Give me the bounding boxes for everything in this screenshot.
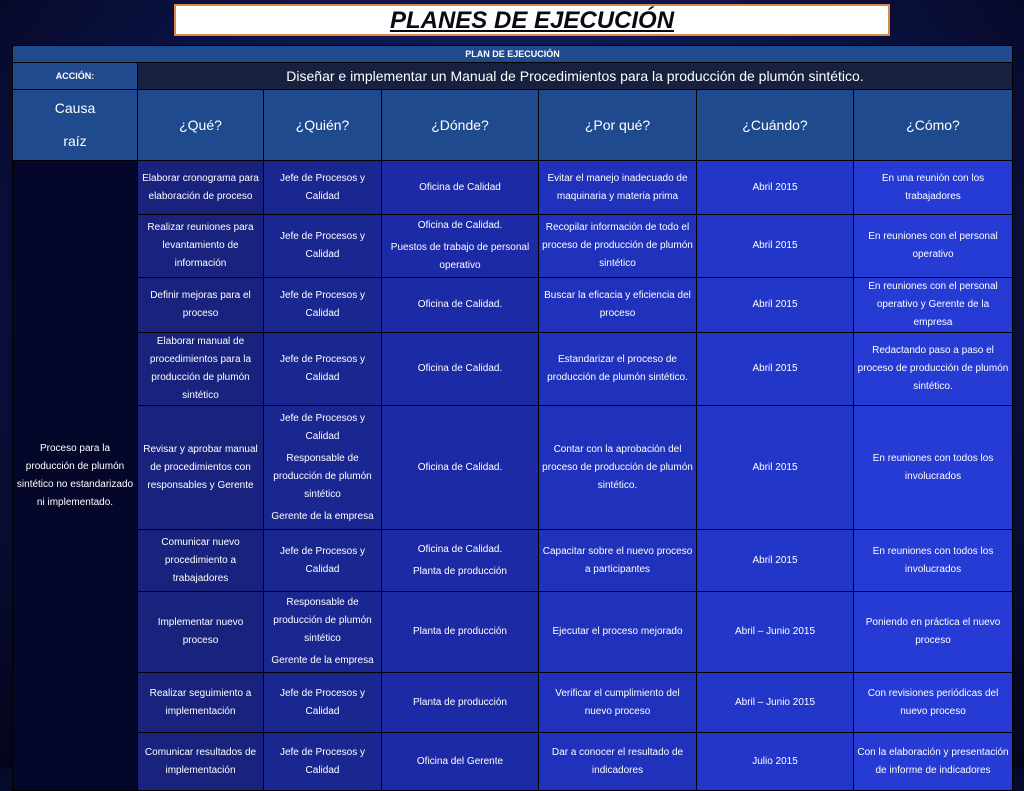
cell-donde <box>382 278 539 333</box>
execution-plan-table <box>12 45 1013 791</box>
column-header-row <box>13 90 1013 161</box>
cell-por-que <box>539 406 697 530</box>
cell-como-text: En reuniones con el personal operativo y Gerente de la empresa <box>868 281 998 328</box>
accion-row <box>13 63 1013 90</box>
cell-como-text: Poniendo en práctica el nuevo proceso <box>865 617 1001 646</box>
cell-que <box>138 673 264 733</box>
cell-por-que <box>539 733 697 791</box>
cell-quien-text: Responsable de producción de plumón sintético <box>273 452 372 500</box>
cell-como <box>854 530 1013 592</box>
slide-title-box <box>174 4 890 36</box>
cell-cuando-text: Julio 2015 <box>752 755 798 767</box>
causa-label-line2: raíz <box>63 133 87 149</box>
col-header-por-que: ¿Por qué? <box>539 90 697 161</box>
cell-por-que <box>539 530 697 592</box>
cell-que-text: Implementar nuevo proceso <box>157 617 244 646</box>
cell-donde-text: Planta de producción <box>413 696 507 708</box>
cell-que-text: Definir mejoras para el proceso <box>150 290 251 319</box>
cell-por-que-text: Recopilar información de todo el proceso de producción de plumón sintético <box>542 222 693 269</box>
cell-por-que-text: Contar con la aprobación del proceso de producción de plumón sintético. <box>542 443 693 491</box>
cell-cuando-text: Abril 2015 <box>752 181 798 193</box>
cell-que <box>138 592 264 673</box>
plan-header: PLAN DE EJECUCIÓN <box>13 46 1013 63</box>
col-header-donde: ¿Dónde? <box>382 90 539 161</box>
cell-que <box>138 215 264 278</box>
col-header-cuando: ¿Cuándo? <box>697 90 854 161</box>
cell-cuando <box>697 278 854 333</box>
cell-como-text: En una reunión con los trabajadores <box>881 172 985 202</box>
cell-como <box>854 592 1013 673</box>
causa-raiz-header <box>13 90 138 161</box>
cell-quien-text: Responsable de producción de plumón sintético <box>273 597 372 644</box>
cell-por-que <box>539 215 697 278</box>
cell-quien-text: Jefe de Procesos y Calidad <box>279 687 366 717</box>
cell-quien-text: Jefe de Procesos y Calidad <box>279 545 366 575</box>
cell-donde-text: Planta de producción <box>413 626 507 637</box>
cell-como-text: Con revisiones periódicas del nuevo proceso <box>867 687 999 717</box>
cell-quien <box>264 673 382 733</box>
cell-cuando <box>697 592 854 673</box>
cell-donde-text: Puestos de trabajo de personal operativo <box>390 242 530 271</box>
cell-que <box>138 530 264 592</box>
cell-cuando-text: Abril – Junio 2015 <box>734 696 816 708</box>
cell-que-text: Comunicar resultados de implementación <box>144 746 257 776</box>
cell-por-que <box>539 673 697 733</box>
cell-donde <box>382 215 539 278</box>
cell-por-que-text: Estandarizar el proceso de producción de plumón sintético. <box>547 354 688 383</box>
cell-como-text: Con la elaboración y presentación de informe de indicadores <box>857 746 1009 776</box>
cell-que-text: Revisar y aprobar manual de procedimientos con responsables y Gerente <box>143 443 258 491</box>
cell-quien <box>264 333 382 406</box>
cell-como <box>854 673 1013 733</box>
cell-cuando-text: Abril 2015 <box>752 461 798 473</box>
cell-que <box>138 733 264 791</box>
cell-que-text: Comunicar nuevo procedimiento a trabajadores <box>161 536 240 584</box>
table-row <box>13 406 1013 530</box>
cell-quien-text: Gerente de la empresa <box>271 510 374 522</box>
cell-como-text: Redactando paso a paso el proceso de producción de plumón sintético. <box>857 345 1009 392</box>
col-header-como: ¿Cómo? <box>854 90 1013 161</box>
cell-quien-text: Jefe de Procesos y Calidad <box>279 290 366 319</box>
cell-como-text: En reuniones con todos los involucrados <box>872 452 994 482</box>
cell-por-que-text: Buscar la eficacia y eficiencia del proceso <box>544 290 691 319</box>
cell-como-text: En reuniones con todos los involucrados <box>872 545 994 575</box>
cell-cuando <box>697 406 854 530</box>
cell-cuando <box>697 333 854 406</box>
cell-quien <box>264 733 382 791</box>
cell-cuando-text: Abril 2015 <box>752 240 798 251</box>
cell-donde <box>382 673 539 733</box>
table-row <box>13 161 1013 215</box>
cell-que-text: Realizar reuniones para levantamiento de información <box>147 222 254 269</box>
cell-quien <box>264 278 382 333</box>
table-row <box>13 592 1013 673</box>
cell-que-text: Elaborar manual de procedimientos para la producción de plumón sintético <box>149 336 252 401</box>
cell-como <box>854 215 1013 278</box>
cell-por-que <box>539 161 697 215</box>
cell-quien-text: Gerente de la empresa <box>271 655 374 666</box>
cell-quien <box>264 592 382 673</box>
cell-que-text: Realizar seguimiento a implementación <box>149 687 252 717</box>
cell-quien <box>264 406 382 530</box>
cell-donde-text: Planta de producción <box>413 565 507 577</box>
col-header-quien: ¿Quién? <box>264 90 382 161</box>
cell-como <box>854 733 1013 791</box>
cell-como <box>854 278 1013 333</box>
cell-como <box>854 161 1013 215</box>
cell-donde-text: Oficina de Calidad. <box>417 543 503 555</box>
table-row <box>13 215 1013 278</box>
cell-cuando-text: Abril – Junio 2015 <box>734 626 816 637</box>
cell-cuando-text: Abril 2015 <box>752 554 798 566</box>
table-row <box>13 733 1013 791</box>
cell-donde-text: Oficina de Calidad. <box>417 363 503 374</box>
cell-que-text: Elaborar cronograma para elaboración de proceso <box>142 172 259 202</box>
cell-cuando-text: Abril 2015 <box>752 363 798 374</box>
table-row <box>13 673 1013 733</box>
cell-que <box>138 333 264 406</box>
cell-cuando <box>697 161 854 215</box>
cell-donde <box>382 592 539 673</box>
cell-quien-text: Jefe de Procesos y Calidad <box>279 354 366 383</box>
cell-quien-text: Jefe de Procesos y Calidad <box>279 172 366 202</box>
cell-donde-text: Oficina de Calidad. <box>417 461 503 473</box>
cell-donde <box>382 733 539 791</box>
accion-text: Diseñar e implementar un Manual de Procedimientos para la producción de plumón sintético. <box>138 63 1013 90</box>
cell-que <box>138 406 264 530</box>
cell-como <box>854 333 1013 406</box>
table-row <box>13 530 1013 592</box>
cell-que <box>138 278 264 333</box>
table-row <box>13 278 1013 333</box>
causa-label-line1: Causa <box>54 100 96 116</box>
cell-cuando <box>697 733 854 791</box>
cell-quien <box>264 161 382 215</box>
cell-quien-text: Jefe de Procesos y Calidad <box>279 231 366 260</box>
cell-cuando <box>697 215 854 278</box>
cell-por-que <box>539 333 697 406</box>
cell-quien-text: Jefe de Procesos y Calidad <box>279 746 366 776</box>
cell-por-que-text: Ejecutar el proceso mejorado <box>552 626 683 637</box>
cell-donde-text: Oficina de Calidad <box>419 181 501 193</box>
cell-donde-text: Oficina del Gerente <box>416 755 504 767</box>
cell-por-que-text: Verificar el cumplimiento del nuevo proceso <box>555 687 680 717</box>
slide-title: PLANES DE EJECUCIÓN <box>389 7 675 34</box>
cell-cuando-text: Abril 2015 <box>752 299 798 310</box>
cell-donde-text: Oficina de Calidad. <box>417 299 503 310</box>
cell-como-text: En reuniones con el personal operativo <box>868 231 998 260</box>
cell-quien <box>264 530 382 592</box>
cell-por-que-text: Evitar el manejo inadecuado de maquinaria y materia prima <box>547 172 688 202</box>
col-header-que: ¿Qué? <box>138 90 264 161</box>
plan-header-row <box>13 46 1013 63</box>
cell-quien <box>264 215 382 278</box>
cell-quien-text: Jefe de Procesos y Calidad <box>279 412 366 442</box>
cell-donde <box>382 406 539 530</box>
cell-cuando <box>697 530 854 592</box>
cell-donde-text: Oficina de Calidad. <box>417 220 503 231</box>
cell-por-que <box>539 278 697 333</box>
cell-donde <box>382 530 539 592</box>
cell-por-que-text: Capacitar sobre el nuevo proceso a participantes <box>542 545 693 575</box>
accion-label: ACCIÓN: <box>13 63 138 90</box>
cell-cuando <box>697 673 854 733</box>
cell-por-que-text: Dar a conocer el resultado de indicadores <box>551 746 684 776</box>
cell-que <box>138 161 264 215</box>
table-row <box>13 333 1013 406</box>
cell-por-que <box>539 592 697 673</box>
cell-donde <box>382 161 539 215</box>
causa-raiz-cell: Proceso para la producción de plumón sintético no estandarizado ni implementado. <box>13 161 138 791</box>
cell-donde <box>382 333 539 406</box>
cell-como <box>854 406 1013 530</box>
